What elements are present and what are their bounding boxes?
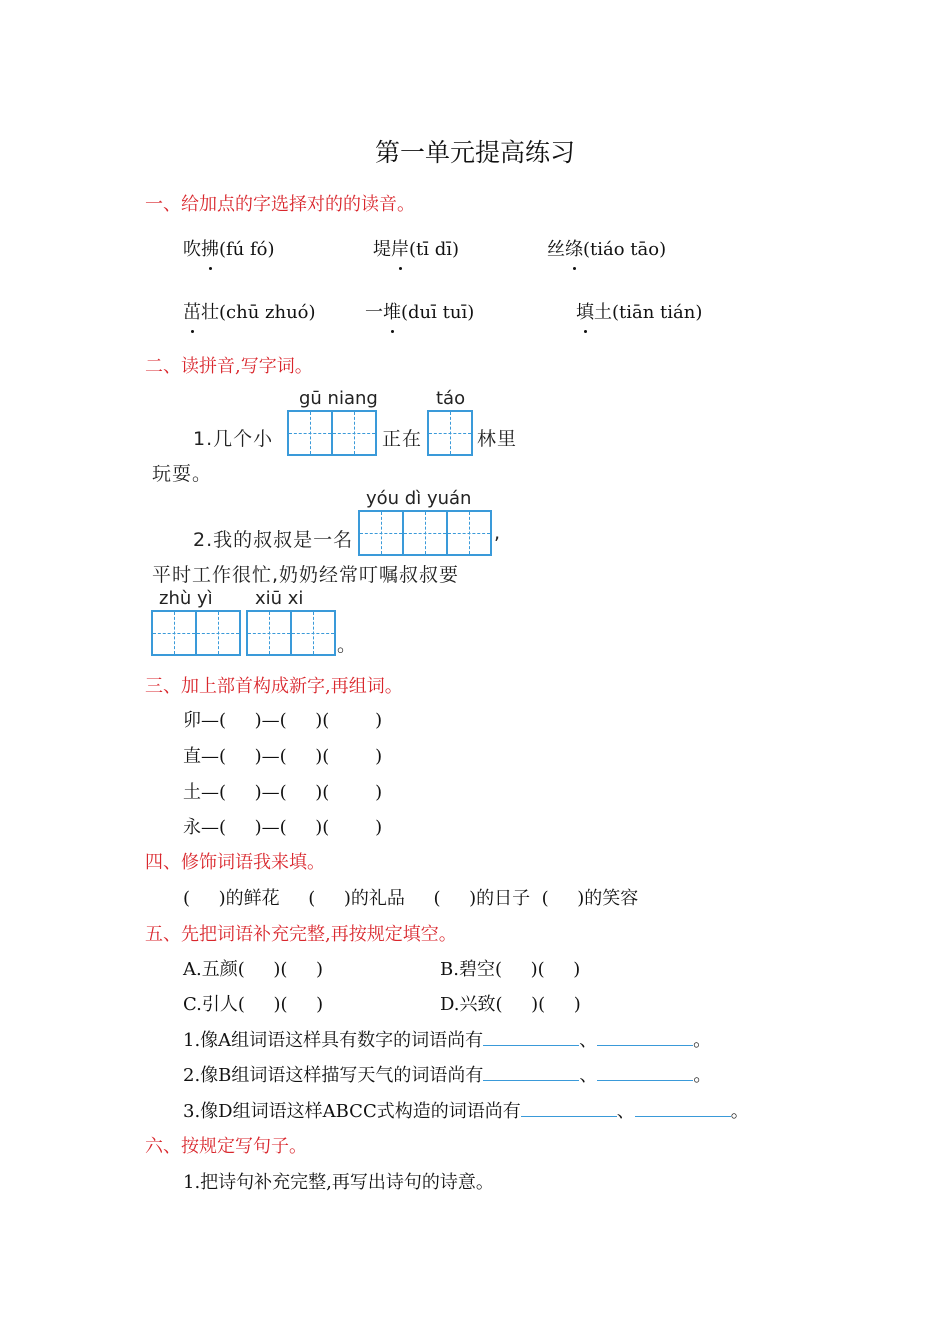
pinyin-label: táo: [436, 388, 466, 409]
s1-item: 堤岸(tī dī): [373, 235, 459, 261]
section-3-heading: 三、加上部首构成新字,再组词。: [145, 676, 403, 697]
question-text: 林里: [477, 428, 518, 450]
question-text: 正在: [382, 428, 423, 450]
section-2-heading: 二、读拼音,写字词。: [145, 356, 313, 377]
fill-row: 土—( )—( )( ): [183, 782, 383, 803]
pinyin-label: zhù yì: [159, 588, 213, 609]
writing-grid[interactable]: [427, 410, 473, 456]
answer-blank[interactable]: [521, 1102, 617, 1117]
fill-row: 永—( )—( )( ): [183, 817, 383, 838]
question-text: 玩耍。: [152, 463, 213, 485]
writing-grid[interactable]: [151, 610, 241, 656]
fill-row: ( )的鲜花 ( )的礼品 ( )的日子 ( )的笑容: [183, 888, 639, 909]
s1-item: 填土(tiān tián): [576, 298, 702, 324]
s1-item: 吹拂(fú fó): [183, 235, 275, 261]
question-text: 1.几个小: [193, 428, 274, 450]
question-text: 2.我的叔叔是一名: [193, 529, 354, 551]
fill-row: 直—( )—( )( ): [183, 746, 383, 767]
answer-blank[interactable]: [597, 1066, 693, 1081]
answer-blank[interactable]: [483, 1066, 579, 1081]
fill-question: 2.像B组词语这样描写天气的词语尚有 、 。: [183, 1065, 712, 1086]
fill-row: 卯—( )—( )( ): [183, 710, 383, 731]
writing-grid[interactable]: [246, 610, 336, 656]
answer-blank[interactable]: [483, 1031, 579, 1046]
pinyin-label: xiū xi: [255, 588, 304, 609]
s1-item: 一堆(duī tuī): [365, 298, 474, 324]
answer-blank[interactable]: [635, 1102, 731, 1117]
s1-item: 茁壮(chū zhuó): [183, 298, 316, 324]
pinyin-label: yóu dì yuán: [366, 488, 472, 509]
option-d: D.兴致( )( ): [440, 994, 581, 1015]
s1-item: 丝绦(tiáo tāo): [547, 235, 666, 261]
answer-blank[interactable]: [597, 1031, 693, 1046]
writing-grid[interactable]: [358, 510, 492, 556]
fill-question: 1.像A组词语这样具有数字的词语尚有 、 。: [183, 1030, 712, 1051]
punctuation: ,: [494, 522, 502, 544]
page-title: 第一单元提高练习: [374, 138, 575, 167]
section-6-heading: 六、按规定写句子。: [145, 1136, 307, 1157]
question-text: 1.把诗句补充完整,再写出诗句的诗意。: [183, 1172, 494, 1193]
option-a: A.五颜( )( ): [183, 959, 324, 980]
question-text: 平时工作很忙,奶奶经常叮嘱叔叔要: [152, 564, 460, 586]
section-5-heading: 五、先把词语补充完整,再按规定填空。: [145, 924, 457, 945]
option-c: C.引人( )( ): [183, 994, 324, 1015]
option-b: B.碧空( )( ): [440, 959, 581, 980]
punctuation: 。: [337, 634, 358, 656]
pinyin-label: gū niang: [299, 388, 378, 409]
writing-grid[interactable]: [287, 410, 377, 456]
section-1-heading: 一、给加点的字选择对的的读音。: [145, 194, 415, 215]
fill-question: 3.像D组词语这样ABCC式构造的词语尚有 、 。: [183, 1101, 749, 1122]
section-4-heading: 四、修饰词语我来填。: [145, 852, 325, 873]
